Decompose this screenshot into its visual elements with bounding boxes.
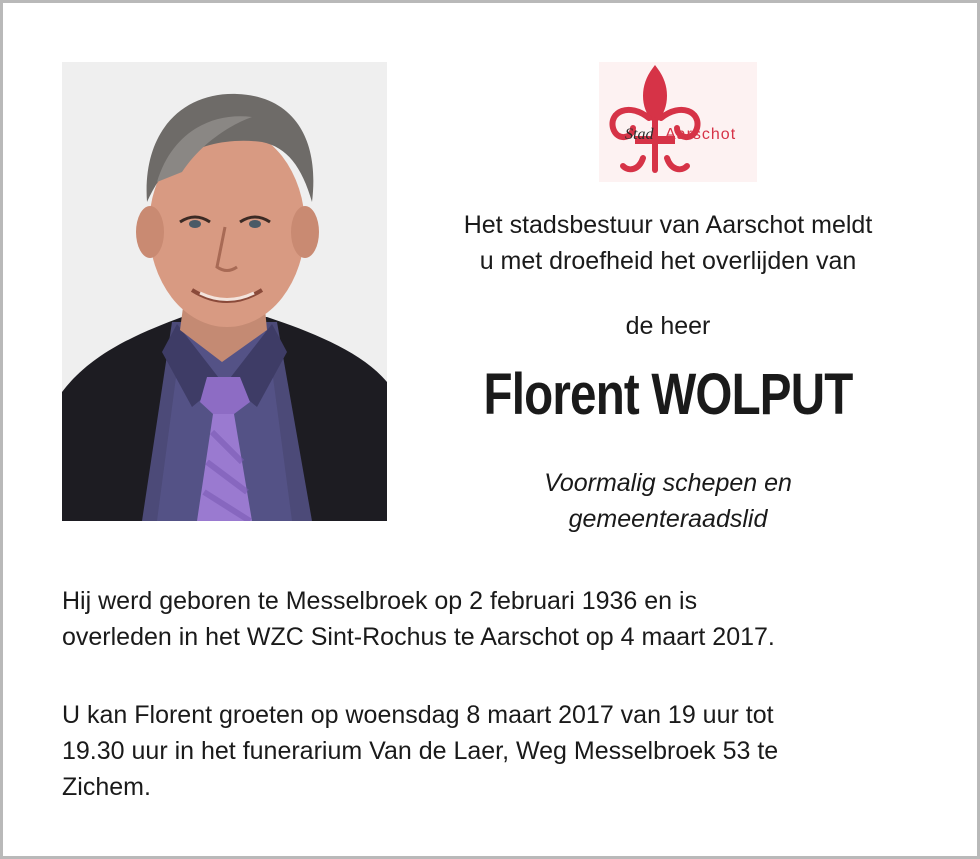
paragraph-2-line-3: Zichem.	[62, 773, 151, 801]
intro-line-2: u met droefheid het overlijden van	[479, 247, 857, 275]
portrait-photo	[62, 62, 387, 521]
paragraph-1-line-2: overleden in het WZC Sint-Rochus te Aarschot op 4 maart 2017.	[62, 623, 775, 651]
role-line-1: Voormalig schepen en	[544, 469, 792, 497]
role-line-2: gemeenteraadslid	[568, 505, 768, 533]
logo-word-aarschot: Aarschot	[665, 126, 737, 143]
paragraph-2-line-2: 19.30 uur in het funerarium Van de Laer, Weg Messelbroek 53 te	[62, 737, 779, 765]
portrait-illustration	[62, 62, 387, 521]
salutation: de heer	[625, 312, 711, 340]
stad-aarschot-logo	[599, 62, 757, 182]
paragraph-2-line-1: U kan Florent groeten op woensdag 8 maart 2017 van 19 uur tot	[62, 701, 774, 729]
visitation-paragraph	[62, 697, 942, 805]
logo-word-stad: Stad	[625, 126, 654, 143]
deceased-name: Florent WOLPUT	[483, 362, 853, 427]
paragraph-1-line-1: Hij werd geboren te Messelbroek op 2 februari 1936 en is	[62, 587, 698, 615]
announcement-intro	[383, 207, 953, 279]
fleur-de-lis-icon	[599, 62, 757, 182]
deceased-role	[383, 465, 953, 537]
birth-death-paragraph	[62, 583, 942, 655]
intro-line-1: Het stadsbestuur van Aarschot meldt	[463, 211, 873, 239]
